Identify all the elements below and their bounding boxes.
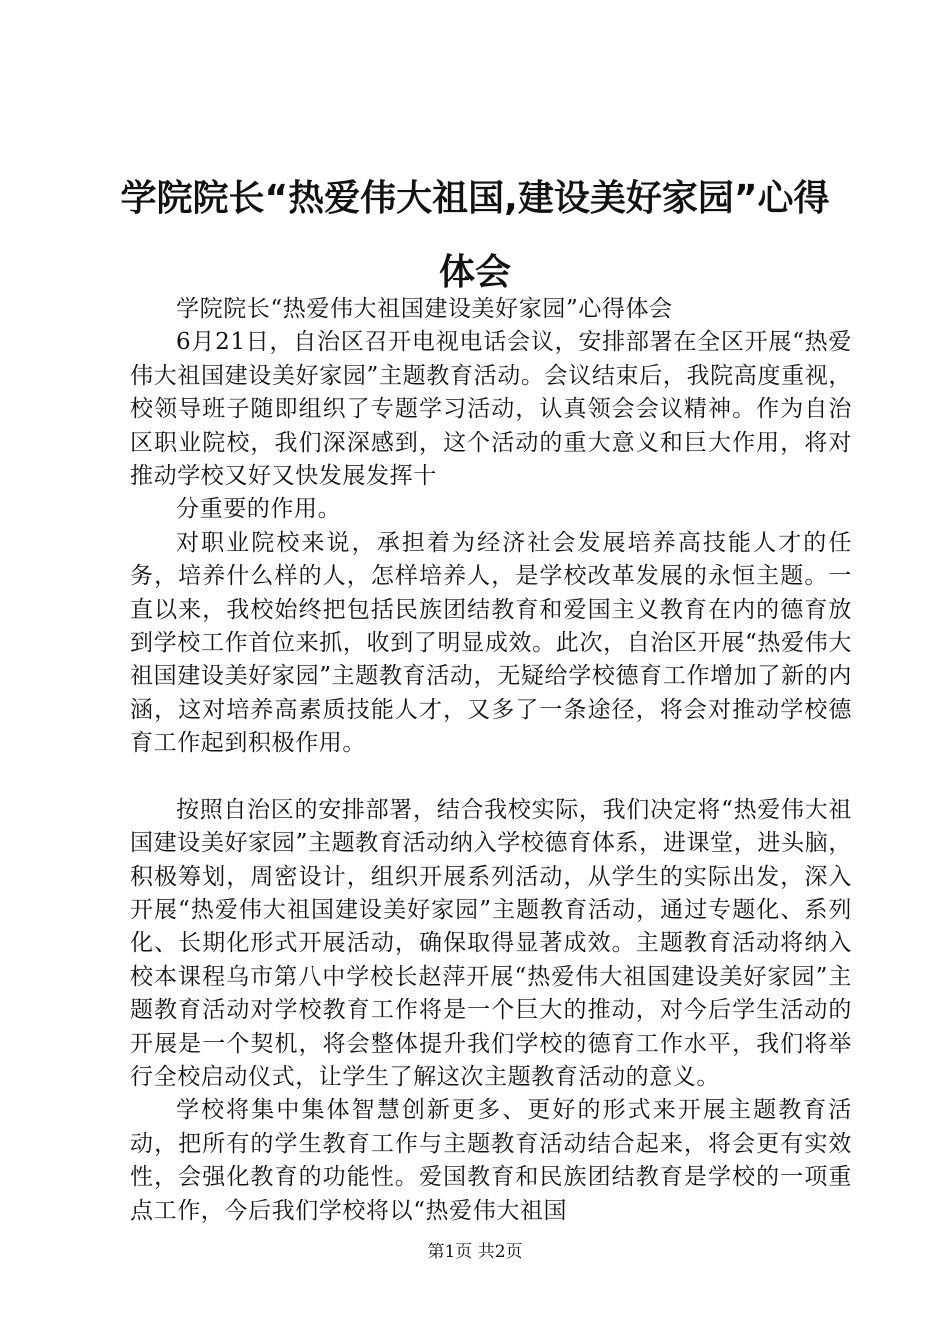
paragraph: 按照自治区的安排部署，结合我校实际，我们决定将“热爱伟大祖国建设美好家园”主题教育活动纳入学校德育体系，进课堂，进头脑，积极筹划，周密设计，组织开展系列活动，从学生的实际出发，深入开展“热爱伟大祖国建设美好家园”主题教育活动，通过专题化、系列化、长期化形式开展活动，确保取得显著成效。主题教育活动将纳入校本课程乌市第八中学校长赵萍开展“热爱伟大祖国建设美好家园”主题教育活动对学校教育工作将是一个巨大的推动，对今后学生活动的开展是一个契机，将会整体提升我们学校的德育工作水平，我们将举行全校启动仪式，让学生了解这次主题教育活动的意义。 bbox=[130, 796, 852, 1090]
paragraph: 分重要的作用。 bbox=[176, 496, 342, 523]
paragraph: 6月21日，自治区召开电视电话会议，安排部署在全区开展“热爱伟大祖国建设美好家园”主题教育活动。会议结束后，我院高度重视，校领导班子随即组织了专题学习活动，认真领会会议精神。作为自治区职业院校，我们深深感到，这个活动的重大意义和巨大作用，将对推动学校又好又快发展发挥十 bbox=[130, 329, 852, 490]
page-number-footer: 第1页 共2页 bbox=[427, 1242, 523, 1262]
paragraph-subtitle: 学院院长“热爱伟大祖国建设美好家园”心得体会 bbox=[176, 296, 673, 322]
document-title: 学院院长“热爱伟大祖国,建设美好家园”心得体会 bbox=[120, 178, 830, 293]
paragraph: 对职业院校来说，承担着为经济社会发展培养高技能人才的任务，培养什么样的人，怎样培养人，是学校改革发展的永恒主题。一直以来，我校始终把包括民族团结教育和爱国主义教育在内的德育放到学校工作首位来抓，收到了明显成效。此次，自治区开展“热爱伟大祖国建设美好家园”主题教育活动，无疑给学校德育工作增加了新的内涵，这对培养高素质技能人才，又多了一条途径，将会对推动学校德育工作起到积极作用。 bbox=[130, 529, 852, 757]
document-body bbox=[130, 293, 852, 1228]
paragraph: 学校将集中集体智慧创新更多、更好的形式来开展主题教育活动，把所有的学生教育工作与主题教育活动结合起来，将会更有实效性，会强化教育的功能性。爱国教育和民族团结教育是学校的一项重点工作，今后我们学校将以“热爱伟大祖国 bbox=[130, 1097, 852, 1224]
